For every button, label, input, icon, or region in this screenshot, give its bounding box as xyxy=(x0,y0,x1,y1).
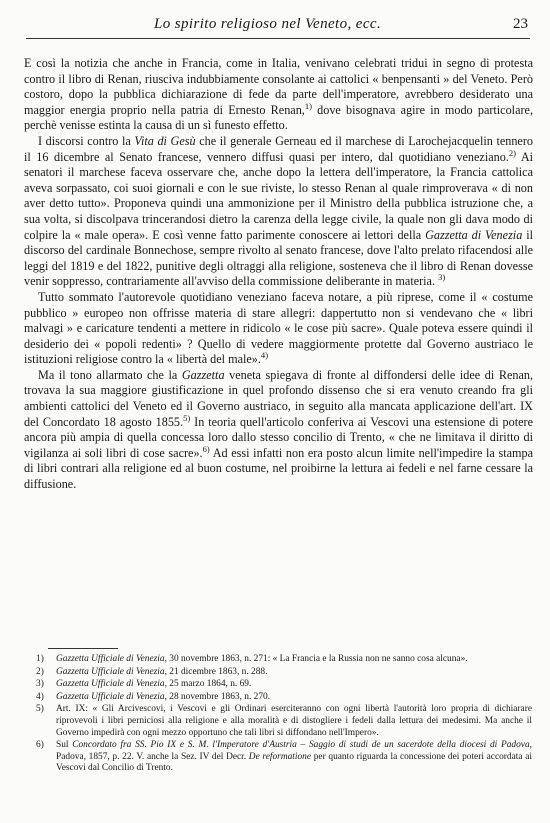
paragraph-text: dove bisognava agire in modo particolare, perchè venisse estinta la causa di un sì funesto effetto. xyxy=(24,102,533,133)
footnote-number: 5) xyxy=(36,704,44,715)
paragraph-text: Ai senatori il marchese faceva osservare che, anche dopo la lettera dell'imperatore, la Francia cattolica aveva sorpassato, coi suoi giornali e con le sue riviste, lo stesso Renan al quale rimproverava « di non aver detto tutto». Proponeva quindi una ammonizione per il Ministro della pubblica istruzione che, a sua volta, si discolpava trincerandosi dietro la carenza della legge civile, la quale non gli dava modo di colpire la « male opera». E così venne fatto parimente conoscere ai lettori della xyxy=(24,149,534,242)
paragraph-text: Ad essi infatti non era posto alcun limite nell'impedire la stampa di libri contrari alla religione ed al buon costume, nel proibirne la lettura ai fedeli e nel farne cessare la diffusione. xyxy=(24,445,533,492)
paragraph-text: In teoria quell'articolo conferiva ai Vescovi una estensione di potere ancora più ampia di quella concessa loro dallo stesso concilio di Trento, « che ne limitava il diritto di vigilanza ai soli libri di cose sacre». xyxy=(24,414,533,460)
paragraph-3 xyxy=(24,290,533,368)
paragraph-1 xyxy=(24,56,533,134)
page-number: 23 xyxy=(513,16,528,32)
footnote-1 xyxy=(36,654,532,666)
paragraph-2 xyxy=(24,134,533,290)
paragraph-text: Ma il tono allarmato che la xyxy=(38,367,182,382)
footnote-text: , 21 dicembre 1863, n. 288. xyxy=(164,666,268,677)
running-title: Lo spirito religioso nel Veneto, ecc. xyxy=(154,16,382,32)
footnote-number: 6) xyxy=(36,740,44,751)
source-title: Concordato fra SS. Pio IX e S. M. l'Imperatore d'Austria – Saggio di studi de un sacerdote della diocesi di Padova xyxy=(72,740,530,751)
newspaper-title: Gazzetta xyxy=(181,367,225,382)
footnote-text: per quanto riguarda la concessione dei poteri accordata ai Vescovi dal Concilio di Trento. xyxy=(56,751,532,774)
footnote-ref: 1) xyxy=(304,100,312,111)
footnote-ref: 3) xyxy=(438,272,446,283)
footnote-number: 3) xyxy=(36,679,44,690)
footnote-number: 2) xyxy=(36,666,44,677)
main-text xyxy=(24,56,533,493)
paragraph-text: I discorsi contro la xyxy=(38,133,135,148)
source-title: Gazzetta Ufficiale di Venezia xyxy=(56,691,165,702)
paragraph-text: E così la notizia che anche in Francia, come in Italia, venivano celebrati tridui in segno di protesta contro il libro di Renan, riusciva indubbiamente consolante ai cattolici « benpensanti » del Veneto. Però costoro, dopo la pubblica dichiarazione di fede da parte dell'imperatore, avrebbero desiderato una maggior energia proprio nella patria di Ernesto Renan, xyxy=(24,56,533,117)
source-title: Gazzetta Ufficiale di Venezia xyxy=(56,679,165,690)
footnote-number: 4) xyxy=(36,691,44,702)
footnote-ref: 6) xyxy=(202,443,210,454)
footnote-ref: 5) xyxy=(183,412,191,423)
source-title: De reformatione xyxy=(248,751,312,762)
paragraph-text: Tutto sommato l'autorevole quotidiano veneziano faceva notare, a più riprese, come il « costume pubblico » europeo non offrisse materia di stare allegri: dappertutto non si vendevano che « libri malvagi » e caricature tendenti a mettere in ridicolo « le cose più sacre». Quale poteva essere quindi il desiderio dei « popoli redenti» ? Quello di vedere maggiormente protette dal Governo austriaco le istituzioni religiose contro la « libertà del male». xyxy=(24,289,533,367)
footnote-2 xyxy=(36,667,532,679)
footnote-text: , 30 novembre 1863, n. 271: « La Francia e la Russia non ne sanno cosa alcuna». xyxy=(164,654,468,664)
book-title: Vita di Gesù xyxy=(134,133,196,148)
footnote-ref: 4) xyxy=(260,350,269,361)
footnote-number: 1) xyxy=(36,654,44,664)
footnote-ref: 2) xyxy=(508,147,516,158)
footnote-text: Art. IX: « Gli Arcivescovi, i Vescovi e gli Ordinari eserciteranno con ogni libertà l'autorità loro propria di dichiarare riprovevoli i libri perniciosi alla religione e alla moralità e di distogliere i fedeli dalla lettura dei medesimi. Ma anche il Governo impedirà con ogni mezzo opportuno che tali libri si diffondano nell'Impero». xyxy=(56,704,532,738)
footnotes xyxy=(36,654,532,776)
running-header xyxy=(26,14,530,39)
paragraph-text: il discorso del cardinale Bonnechose, sempre rivolto al senato francese, dove l'alto prelato rifacendosi alle leggi del 1819 e del 1822, punitive degli oltraggi alla religione, sosteneva che il libro di Renan dovesse venir soppresso, contrariamente all'avviso della commissione deliberante in materia. xyxy=(24,227,533,289)
newspaper-title: Gazzetta di Venezia xyxy=(425,227,523,242)
paragraph-4 xyxy=(24,368,533,493)
footnote-4 xyxy=(36,692,532,704)
footnote-5 xyxy=(36,704,532,739)
paragraph-text: che il generale Gerneau ed il marchese di Larochejacquelin tennero il 16 dicembre al Senato francese, vennero diffusi quasi per intero, dal quotidiano veneziano. xyxy=(24,133,533,164)
footnote-text: , Padova, 1857, p. 22. V. anche la Sez. IV del Decr. xyxy=(56,740,532,762)
paragraph-text: veneta spiegava di fronte al diffondersi delle idee di Renan, trovava la sua maggiore giustificazione in quel profondo dissenso che si era venuto creando fra gli ambienti cattolici del Veneto ed il Governo austriaco, in seguito alla mancata applicazione dell'art. IX del Concordato 18 agosto 1855. xyxy=(24,367,533,429)
footnote-text: Sul xyxy=(56,740,73,751)
footnote-6 xyxy=(36,740,532,775)
footnote-separator xyxy=(48,648,118,649)
footnote-text: , 25 marzo 1864, n. 69. xyxy=(164,679,252,690)
footnote-3 xyxy=(36,679,532,691)
footnote-text: , 28 novembre 1863, n. 270. xyxy=(164,691,271,702)
source-title: Gazzetta Ufficiale di Venezia xyxy=(56,666,165,677)
source-title: Gazzetta Ufficiale di Venezia xyxy=(56,654,165,664)
